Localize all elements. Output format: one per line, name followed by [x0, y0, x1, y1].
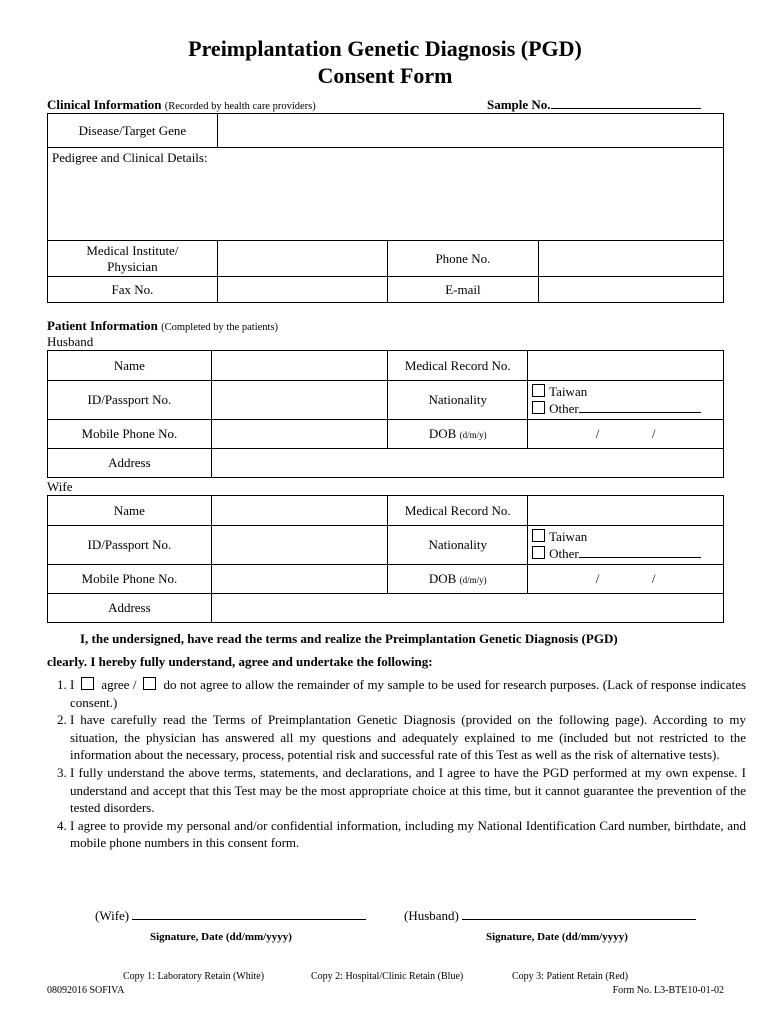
husband-signature-field[interactable]: (Husband) — [404, 908, 696, 924]
husband-record-label: Medical Record No. — [388, 351, 528, 381]
consent-term-3: 3. I fully understand the above terms, statements, and declarations, and I agree to have the PGD performed at my own expense. I understand and accept that this Test may be the most appropriate choice at this time, but it cannot guarantee the prevention of the tested disorders. — [70, 764, 746, 817]
patient-info-note: (Completed by the patients) — [161, 322, 279, 333]
institute-physician-input[interactable] — [217, 241, 387, 277]
wife-mobile-label: Mobile Phone No. — [48, 565, 212, 594]
wife-id-input[interactable] — [211, 526, 388, 565]
wife-dob-input[interactable]: / / — [528, 565, 724, 594]
husband-nationality-options — [528, 381, 724, 420]
phone-input[interactable] — [539, 241, 724, 277]
husband-address-input[interactable] — [211, 449, 723, 478]
wife-id-label: ID/Passport No. — [48, 526, 212, 565]
husband-taiwan-option[interactable]: Taiwan — [532, 383, 719, 400]
wife-nationality-options — [528, 526, 724, 565]
pedigree-details-label: Pedigree and Clinical Details: — [52, 150, 208, 165]
wife-record-input[interactable] — [528, 496, 724, 526]
wife-record-label: Medical Record No. — [388, 496, 528, 526]
wife-label: Wife — [47, 479, 73, 494]
husband-id-input[interactable] — [211, 381, 388, 420]
disease-target-gene-label: Disease/Target Gene — [48, 114, 218, 148]
consent-terms-list — [48, 676, 746, 852]
form-title-line1: Preimplantation Genetic Diagnosis (PGD) — [188, 36, 582, 61]
pedigree-details-input[interactable] — [48, 148, 724, 241]
consent-term-1: 1. I agree / do not agree to allow the remainder of my sample to be used for research purposes. (Lack of response indicates consent.) — [70, 676, 746, 711]
husband-record-input[interactable] — [528, 351, 724, 381]
clinical-info-table — [47, 113, 724, 303]
wife-address-input[interactable] — [211, 594, 723, 623]
form-number: Form No. L3-BTE10-01-02 — [612, 985, 724, 996]
copy2-note: Copy 2: Hospital/Clinic Retain (Blue) — [311, 971, 464, 982]
wife-nationality-label: Nationality — [388, 526, 528, 565]
husband-mobile-input[interactable] — [211, 420, 388, 449]
fax-label: Fax No. — [48, 277, 218, 303]
institute-physician-label: Medical Institute/ Physician — [48, 241, 218, 277]
fax-input[interactable] — [217, 277, 387, 303]
husband-dob-label: DOB (d/m/y) — [388, 420, 528, 449]
wife-signature-field[interactable]: (Wife) — [95, 908, 366, 924]
form-title-line2: Consent Form — [317, 63, 453, 88]
form-version-code: 08092016 SOFIVA — [47, 985, 125, 996]
husband-signature-caption: Signature, Date (dd/mm/yyyy) — [486, 931, 628, 943]
wife-other-option[interactable]: Other — [532, 545, 719, 562]
phone-label: Phone No. — [387, 241, 539, 277]
wife-dob-label: DOB (d/m/y) — [388, 565, 528, 594]
wife-name-label: Name — [48, 496, 212, 526]
husband-label: Husband — [47, 334, 94, 349]
consent-intro-line2: clearly. I hereby fully understand, agree and undertake the following: — [47, 654, 433, 669]
husband-info-table — [47, 350, 724, 478]
husband-mobile-label: Mobile Phone No. — [48, 420, 212, 449]
husband-taiwan-checkbox[interactable] — [532, 384, 545, 397]
husband-name-input[interactable] — [211, 351, 388, 381]
research-disagree-checkbox[interactable] — [143, 677, 156, 690]
wife-address-label: Address — [48, 594, 212, 623]
wife-mobile-input[interactable] — [211, 565, 388, 594]
copy3-note: Copy 3: Patient Retain (Red) — [512, 971, 629, 982]
wife-signature-caption: Signature, Date (dd/mm/yyyy) — [150, 931, 292, 943]
consent-term-2: 2. I have carefully read the Terms of Preimplantation Genetic Diagnosis (provided on the following page). According to my situation, the physician has answered all my questions and adequately explained to me (included but not restricted to the information about the necessary, process, potential risk and successful rate of this Test as well as the risk of alternative tests). — [70, 711, 746, 764]
email-input[interactable] — [539, 277, 724, 303]
clinical-info-note: (Recorded by health care providers) — [164, 101, 316, 112]
wife-other-checkbox[interactable] — [532, 546, 545, 559]
consent-term-4: 4. I agree to provide my personal and/or confidential information, including my National Identification Card number, birthdate, and mobile phone numbers in this consent form. — [70, 817, 746, 852]
wife-info-table — [47, 495, 724, 623]
sample-number-field[interactable]: Sample No. — [487, 97, 701, 113]
disease-target-gene-input[interactable] — [217, 114, 723, 148]
copy1-note: Copy 1: Laboratory Retain (White) — [123, 971, 265, 982]
clinical-info-heading: Clinical Information (Recorded by health care providers) — [47, 97, 316, 112]
research-agree-checkbox[interactable] — [81, 677, 94, 690]
husband-dob-input[interactable]: / / — [528, 420, 724, 449]
husband-other-option[interactable]: Other — [532, 400, 719, 417]
husband-address-label: Address — [48, 449, 212, 478]
email-label: E-mail — [387, 277, 539, 303]
husband-other-checkbox[interactable] — [532, 401, 545, 414]
husband-name-label: Name — [48, 351, 212, 381]
wife-name-input[interactable] — [211, 496, 388, 526]
wife-taiwan-option[interactable]: Taiwan — [532, 528, 719, 545]
patient-info-heading: Patient Information (Completed by the patients) — [47, 318, 279, 333]
husband-id-label: ID/Passport No. — [48, 381, 212, 420]
wife-taiwan-checkbox[interactable] — [532, 529, 545, 542]
consent-intro-line1: I, the undersigned, have read the terms and realize the Preimplantation Genetic Diagnosis (PGD) — [80, 631, 618, 646]
husband-nationality-label: Nationality — [388, 381, 528, 420]
